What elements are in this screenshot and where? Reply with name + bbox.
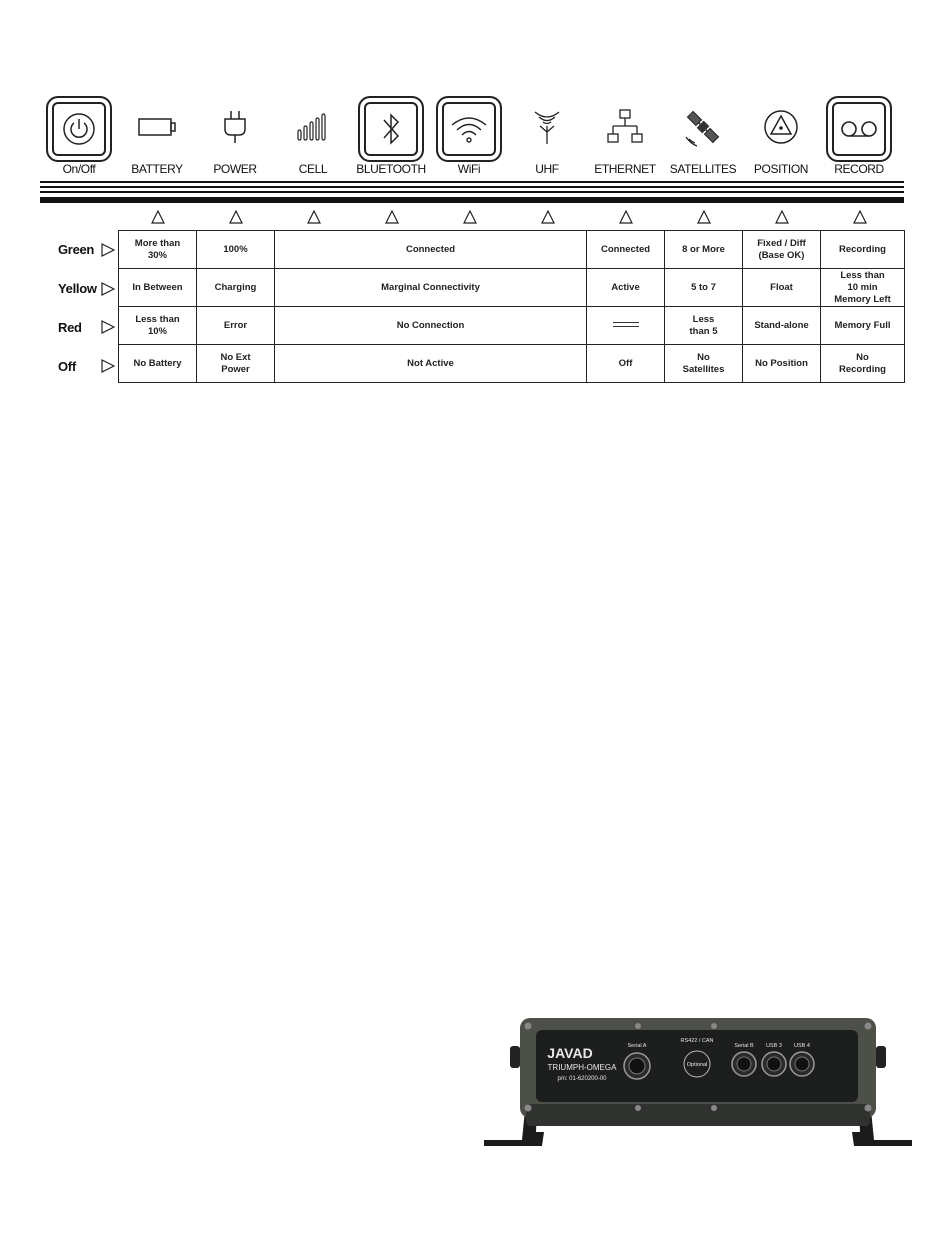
- wifi-icon: [449, 113, 489, 145]
- record-label: RECORD: [834, 162, 884, 176]
- up-triangle-icon: [229, 210, 243, 224]
- table-cell: In Between: [119, 269, 197, 307]
- record-icon: [839, 117, 879, 141]
- ethernet-column: [586, 96, 664, 158]
- row-label-red: Red: [58, 320, 82, 335]
- port-label-optional: Optional: [686, 1062, 708, 1068]
- table-cell: 8 or More: [665, 231, 743, 269]
- port-label-usb3: USB 3: [766, 1043, 782, 1049]
- up-triangle-icon: [307, 210, 321, 224]
- divider-line: [40, 186, 904, 188]
- record-column: [820, 96, 898, 162]
- power-column: [196, 96, 274, 158]
- connector-optional: [684, 1051, 710, 1077]
- connector-serial-b: [732, 1052, 756, 1076]
- up-triangle-icon: [463, 210, 477, 224]
- table-cell: No Recording: [821, 345, 905, 383]
- device-brand: JAVAD: [547, 1045, 593, 1061]
- table-cell: Not Active: [275, 345, 587, 383]
- up-triangle-icon: [775, 210, 789, 224]
- connector-usb3: [762, 1052, 786, 1076]
- ethernet-icon: [607, 108, 643, 146]
- ethernet-label: ETHERNET: [594, 162, 656, 176]
- table-cell: No Ext Power: [197, 345, 275, 383]
- on-off-frame: [46, 96, 112, 162]
- bluetooth-icon: [378, 109, 404, 149]
- up-triangle-icon: [853, 210, 867, 224]
- table-cell: Off: [587, 345, 665, 383]
- table-row-off: [119, 345, 905, 383]
- table-cell: Marginal Connectivity: [275, 269, 587, 307]
- device-part-number: p/n: 01-620200-00: [557, 1076, 607, 1082]
- bluetooth-label: BLUETOOTH: [356, 162, 426, 176]
- table-cell: No Connection: [275, 307, 587, 345]
- table-row-green: [119, 231, 905, 269]
- divider-line: [40, 181, 904, 183]
- on-off-column: [40, 96, 118, 162]
- table-cell: Stand-alone: [743, 307, 821, 345]
- port-label-usb4: USB 4: [794, 1043, 810, 1049]
- table-cell: 100%: [197, 231, 275, 269]
- right-triangle-icon: [101, 243, 115, 257]
- power-icon: [62, 112, 96, 146]
- connector-serial-a: [624, 1053, 650, 1079]
- right-triangle-icon: [101, 282, 115, 296]
- table-cell: Connected: [587, 231, 665, 269]
- up-triangle-icon: [619, 210, 633, 224]
- cell-signal-icon: [296, 110, 330, 144]
- table-cell: No Position: [743, 345, 821, 383]
- table-cell: More than 30%: [119, 231, 197, 269]
- up-triangle-icon: [697, 210, 711, 224]
- port-label-serial-a: Serial A: [627, 1043, 647, 1049]
- battery-column: [118, 96, 196, 158]
- table-cell: 5 to 7: [665, 269, 743, 307]
- satellites-column: [664, 96, 742, 158]
- dash-icon: [613, 322, 639, 327]
- power-label: POWER: [213, 162, 257, 176]
- uhf-antenna-icon: [532, 108, 562, 146]
- port-label-serial-b: Serial B: [734, 1043, 754, 1049]
- cell-column: [274, 96, 352, 158]
- device-model: TRIUMPH-OMEGA: [547, 1063, 617, 1072]
- table-cell: Memory Full: [821, 307, 905, 345]
- wifi-label: WiFi: [457, 162, 481, 176]
- table-cell: Less than 5: [665, 307, 743, 345]
- uhf-label: UHF: [535, 162, 559, 176]
- divider-line: [40, 191, 904, 193]
- table-row-red: [119, 307, 905, 345]
- position-label: POSITION: [753, 162, 809, 176]
- battery-icon: [137, 116, 177, 138]
- plug-icon: [220, 109, 250, 145]
- table-cell: Charging: [197, 269, 275, 307]
- wifi-column: [430, 96, 508, 162]
- cell-label: CELL: [298, 162, 328, 176]
- table-cell: Error: [197, 307, 275, 345]
- position-column: [742, 96, 820, 158]
- table-cell: Recording: [821, 231, 905, 269]
- table-cell-dash: [587, 307, 665, 345]
- table-cell: Less than 10 min Memory Left: [821, 269, 905, 307]
- position-icon: [763, 109, 799, 145]
- satellites-label: SATELLITES: [669, 162, 737, 176]
- table-row-yellow: [119, 269, 905, 307]
- row-label-green: Green: [58, 242, 95, 257]
- table-cell: Less than 10%: [119, 307, 197, 345]
- table-cell: Connected: [275, 231, 587, 269]
- status-table: [118, 230, 905, 383]
- up-triangle-icon: [151, 210, 165, 224]
- port-label-rs422: RS422 / CAN: [680, 1038, 714, 1044]
- device-image: [478, 1012, 918, 1162]
- table-cell: No Battery: [119, 345, 197, 383]
- right-triangle-icon: [101, 320, 115, 334]
- table-cell: Active: [587, 269, 665, 307]
- table-cell: No Satellites: [665, 345, 743, 383]
- connector-usb4: [790, 1052, 814, 1076]
- on-off-label: On/Off: [62, 162, 96, 176]
- row-label-off: Off: [58, 359, 76, 374]
- satellite-icon: [683, 107, 723, 147]
- uhf-column: [508, 96, 586, 158]
- right-triangle-icon: [101, 359, 115, 373]
- bluetooth-column: [352, 96, 430, 162]
- up-triangle-icon: [541, 210, 555, 224]
- up-triangle-icon: [385, 210, 399, 224]
- row-label-yellow: Yellow: [58, 281, 97, 296]
- table-cell: Fixed / Diff (Base OK): [743, 231, 821, 269]
- table-cell: Float: [743, 269, 821, 307]
- battery-label: BATTERY: [131, 162, 183, 176]
- divider-line-thick: [40, 197, 904, 203]
